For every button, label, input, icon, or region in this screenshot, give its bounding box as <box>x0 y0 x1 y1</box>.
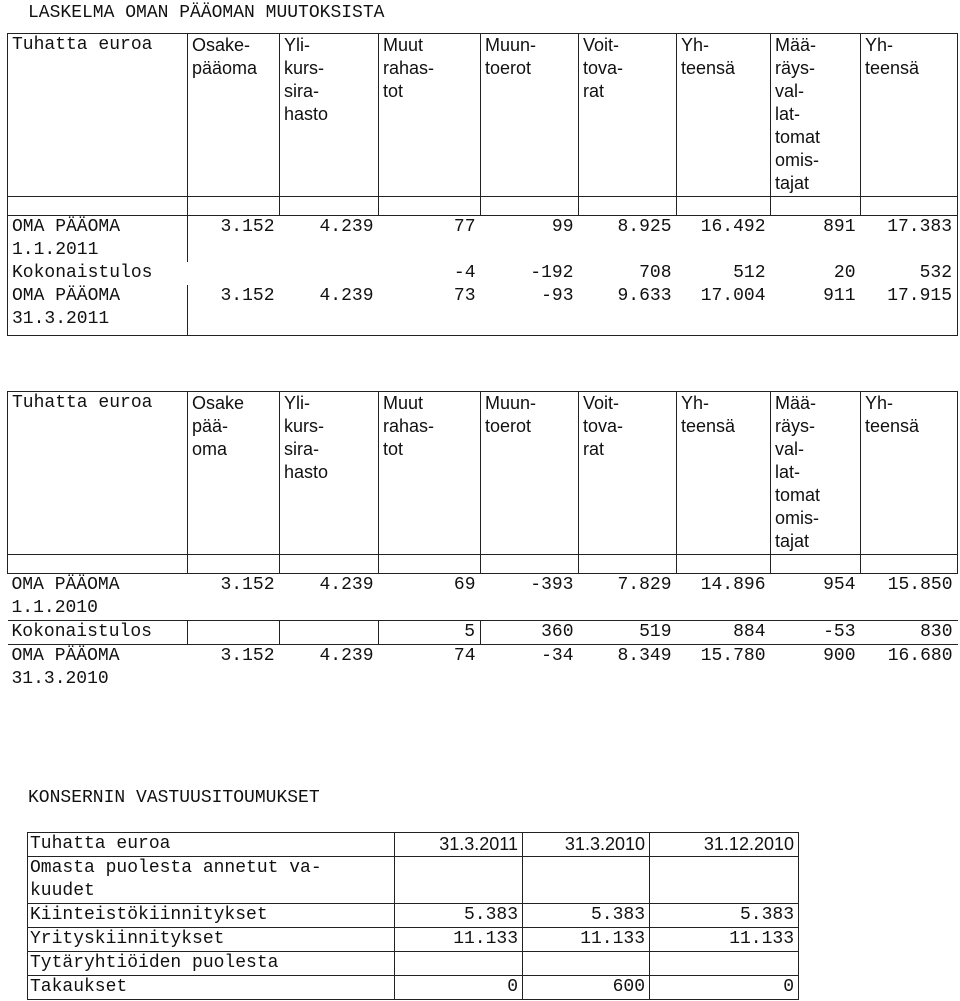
cell: 830 <box>861 621 958 645</box>
row-label: Tytäryhtiöiden puolesta <box>28 952 395 976</box>
cell: 9.633 <box>579 285 677 336</box>
header-row <box>8 392 958 555</box>
row-label: OMA PÄÄOMA 31.3.2010 <box>11 646 120 689</box>
commitments-title: KONSERNIN VASTUUSITOUMUKSET <box>28 788 320 808</box>
cell: 3.152 <box>220 575 275 595</box>
cell: 360 <box>481 621 579 645</box>
cell: 708 <box>639 263 672 283</box>
col-header-share-capital: Osake- pääoma <box>188 34 280 197</box>
cell: 5.383 <box>650 904 799 928</box>
cell: 4.239 <box>319 575 374 595</box>
cell: 15.850 <box>887 575 953 595</box>
cell: 911 <box>771 285 861 336</box>
spacer-row <box>8 555 958 574</box>
cell: 11.133 <box>523 928 650 952</box>
row-label: OMA PÄÄOMA 31.3.2011 <box>8 285 188 336</box>
cell: 11.133 <box>650 928 799 952</box>
cell: 5 <box>379 621 481 645</box>
row-label: Kokonaistulos <box>8 262 188 285</box>
cell: 4.239 <box>319 646 374 666</box>
cell: -192 <box>530 263 574 283</box>
col-header-translation: Muun- toerot <box>481 392 579 555</box>
col-header-other-reserves: Muut rahas- tot <box>379 34 481 197</box>
row-label: Takaukset <box>28 976 395 1000</box>
header-row <box>28 833 799 857</box>
col-header-other-reserves: Muut rahas- tot <box>379 392 481 555</box>
col-header-2010-year: 31.12.2010 <box>650 833 799 857</box>
cell <box>523 952 650 976</box>
col-header-grand-total: Yh- teensä <box>861 392 958 555</box>
cell <box>188 262 280 285</box>
table-row <box>28 952 799 976</box>
table-row <box>28 904 799 928</box>
spacer-row <box>8 197 958 216</box>
col-header-label: Tuhatta euroa <box>8 34 188 197</box>
cell <box>395 952 523 976</box>
cell: 600 <box>523 976 650 1000</box>
table-row <box>8 621 958 645</box>
cell: 891 <box>823 217 856 237</box>
cell: -393 <box>530 575 574 595</box>
row-label: OMA PÄÄOMA 1.1.2011 <box>8 216 188 263</box>
cell: 884 <box>677 621 771 645</box>
table-row <box>28 857 799 904</box>
cell: 5.383 <box>523 904 650 928</box>
cell: 16.492 <box>700 217 766 237</box>
cell: 3.152 <box>220 217 275 237</box>
equity-changes-table-2010 <box>7 391 958 695</box>
cell: 8.925 <box>617 217 672 237</box>
col-header-label: Tuhatta euroa <box>28 833 395 857</box>
cell: 0 <box>395 976 523 1000</box>
cell: 512 <box>733 263 766 283</box>
cell: -4 <box>453 263 476 283</box>
table-row <box>8 262 958 285</box>
cell: 99 <box>551 217 574 237</box>
col-header-2010q1: 31.3.2010 <box>523 833 650 857</box>
cell: -34 <box>541 646 574 666</box>
cell <box>188 621 280 645</box>
cell: 532 <box>861 262 958 285</box>
cell: 954 <box>823 575 856 595</box>
cell <box>280 262 379 285</box>
cell: 20 <box>833 263 856 283</box>
row-label: OMA PÄÄOMA 1.1.2010 <box>11 575 120 618</box>
cell: 11.133 <box>395 928 523 952</box>
equity-changes-table-2011 <box>7 33 958 336</box>
table-row <box>8 285 958 336</box>
table-row <box>8 574 958 621</box>
col-header-minority: Mää- räys- val- lat- tomat omis- tajat <box>771 392 861 555</box>
cell: 3.152 <box>220 646 275 666</box>
commitments-table <box>27 832 799 1000</box>
cell: 4.239 <box>280 285 379 336</box>
cell: 17.004 <box>677 285 771 336</box>
col-header-grand-total: Yh- teensä <box>861 34 958 197</box>
table-row <box>28 928 799 952</box>
cell: -93 <box>481 285 579 336</box>
col-header-translation: Muun- toerot <box>481 34 579 197</box>
cell <box>280 621 379 645</box>
row-label: Omasta puolesta annetut va- kuudet <box>28 857 395 904</box>
col-header-total: Yh- teensä <box>677 392 771 555</box>
cell: 3.152 <box>188 285 280 336</box>
header-row <box>8 34 958 197</box>
col-header-share-premium: Yli- kurs- sira- hasto <box>280 392 379 555</box>
cell <box>650 857 799 904</box>
cell: 77 <box>453 217 476 237</box>
row-label: Kokonaistulos <box>8 621 188 645</box>
cell: 7.829 <box>617 575 672 595</box>
cell: 0 <box>650 976 799 1000</box>
col-header-total: Yh- teensä <box>677 34 771 197</box>
equity-changes-title: LASKELMA OMAN PÄÄOMAN MUUTOKSISTA <box>28 3 385 23</box>
col-header-retained: Voit- tova- rat <box>579 392 677 555</box>
col-header-minority: Mää- räys- val- lat- tomat omis- tajat <box>771 34 861 197</box>
table-row <box>28 976 799 1000</box>
col-header-label: Tuhatta euroa <box>8 392 188 555</box>
cell: 17.915 <box>861 285 958 336</box>
cell: -53 <box>771 621 861 645</box>
cell: 14.896 <box>700 575 766 595</box>
table-row <box>8 216 958 263</box>
col-header-retained: Voit- tova- rat <box>579 34 677 197</box>
col-header-share-premium: Yli- kurs- sira- hasto <box>280 34 379 197</box>
cell: 5.383 <box>395 904 523 928</box>
cell <box>650 952 799 976</box>
cell: 4.239 <box>319 217 374 237</box>
table-row <box>8 645 958 696</box>
cell: 8.349 <box>617 646 672 666</box>
cell: 16.680 <box>887 646 953 666</box>
cell: 15.780 <box>700 646 766 666</box>
cell: 73 <box>379 285 481 336</box>
cell <box>523 857 650 904</box>
cell: 519 <box>579 621 677 645</box>
row-label: Yrityskiinnitykset <box>28 928 395 952</box>
row-label: Kiinteistökiinnitykset <box>28 904 395 928</box>
cell: 900 <box>823 646 856 666</box>
cell <box>395 857 523 904</box>
col-header-share-capital: Osake pää- oma <box>188 392 280 555</box>
cell: 69 <box>453 575 476 595</box>
cell: 17.383 <box>861 216 958 263</box>
cell: 74 <box>453 646 476 666</box>
col-header-2011q1: 31.3.2011 <box>395 833 523 857</box>
